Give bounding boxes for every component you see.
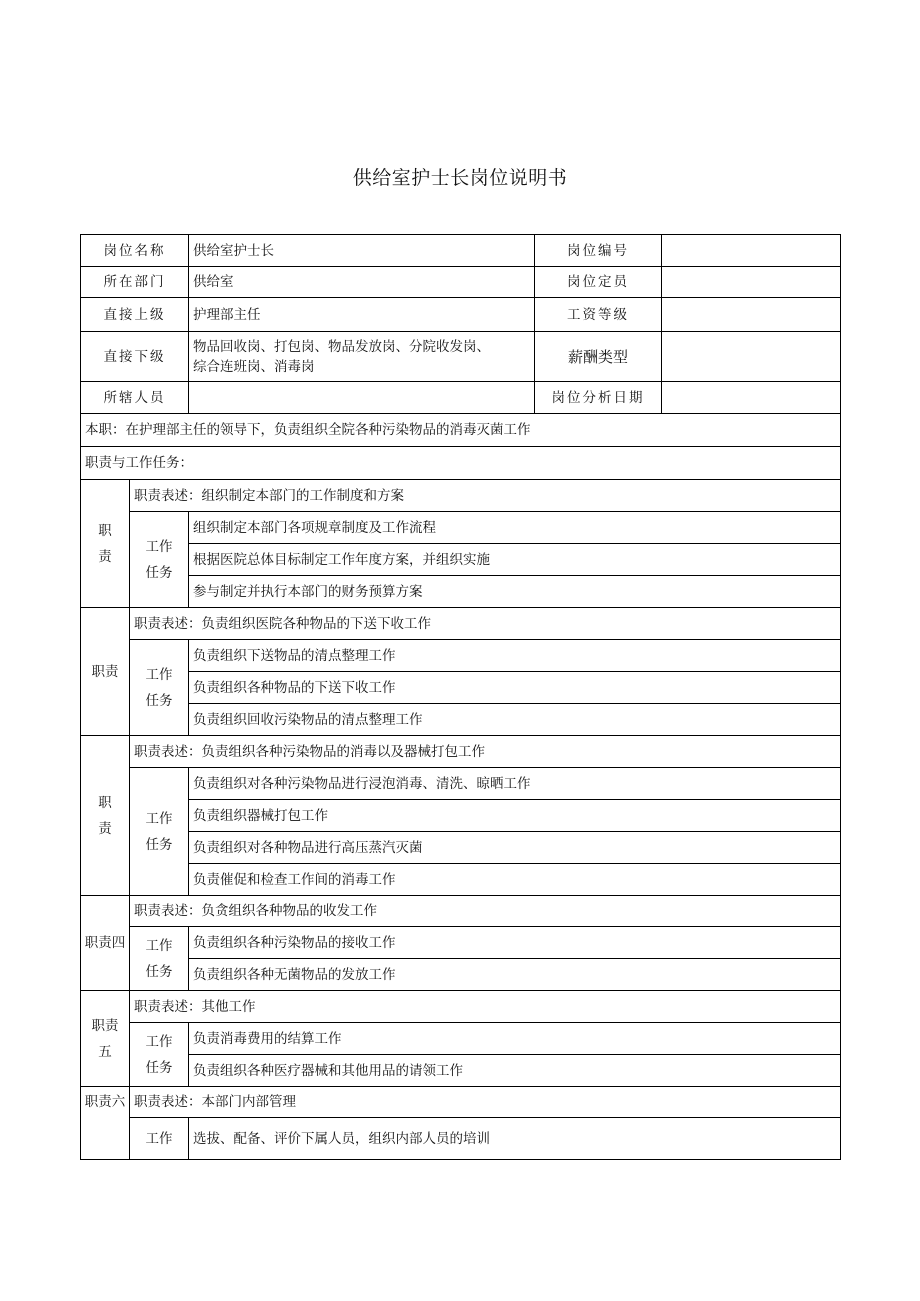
- duty-5-task-row: [81, 1023, 841, 1055]
- duty-3-task-1: 负责组织对各种污染物品进行浸泡消毒、清洗、晾晒工作: [189, 768, 841, 800]
- duty-3-task-2: 负责组织器械打包工作: [189, 800, 841, 832]
- duty-2-statement: 职责表述：负责组织医院各种物品的下送下收工作: [130, 608, 841, 640]
- duty-1-task-2: 根据医院总体目标制定工作年度方案，并组织实施: [189, 544, 841, 576]
- duty-2-task-row: [81, 704, 841, 736]
- duty-6-statement-row: [81, 1087, 841, 1118]
- duty-3-task-row: [81, 832, 841, 864]
- duty-4-label: 职责四: [81, 896, 130, 991]
- duty-2-statement-row: [81, 608, 841, 640]
- duty-1-task-row: [81, 544, 841, 576]
- duty-1-task-row: [81, 576, 841, 608]
- duty-3-task-row: [81, 800, 841, 832]
- duty-5-task-label-line1: 工作: [145, 1033, 173, 1050]
- duty-1-label-line2: 责: [98, 548, 112, 565]
- duty-2-task-label-line1: 工作: [145, 666, 173, 683]
- duty-5-task-2: 负责组织各种医疗器械和其他用品的请领工作: [189, 1055, 841, 1087]
- page-title: 供给室护士长岗位说明书: [352, 167, 568, 189]
- value-headcount: [662, 267, 841, 298]
- duty-1-task-label-line1: 工作: [145, 538, 173, 555]
- value-superior: 护理部主任: [189, 298, 535, 332]
- duty-2-task-1: 负责组织下送物品的清点整理工作: [189, 640, 841, 672]
- duty-5-statement: 职责表述：其他工作: [130, 991, 841, 1023]
- duty-5-task-label-line2: 任务: [145, 1059, 173, 1076]
- label-superior: 直接上级: [81, 298, 189, 332]
- duty-3-task-label-line2: 任务: [145, 836, 173, 853]
- value-pay-type: [662, 332, 841, 382]
- duty-1-label: [81, 480, 130, 608]
- duty-1-task-3: 参与制定并执行本部门的财务预算方案: [189, 576, 841, 608]
- info-row-department: [81, 267, 841, 298]
- duty-1-statement-row: [81, 480, 841, 512]
- duty-5-label-line2: 五: [98, 1043, 112, 1060]
- label-position-code: 岗位编号: [535, 235, 662, 267]
- value-position-code: [662, 235, 841, 267]
- label-subordinates: 直接下级: [81, 332, 189, 382]
- duty-5-label: [81, 991, 130, 1087]
- value-staff: [189, 382, 535, 414]
- duty-5-task-1: 负责消毒费用的结算工作: [189, 1023, 841, 1055]
- label-position-name: 岗位名称: [81, 235, 189, 267]
- duty-4-statement-row: [81, 896, 841, 927]
- value-position-name: 供给室护士长: [189, 235, 535, 267]
- duty-1-statement: 职责表述：组织制定本部门的工作制度和方案: [130, 480, 841, 512]
- duty-5-statement-row: [81, 991, 841, 1023]
- duty-4-task-label-line2: 任务: [145, 963, 173, 980]
- value-subordinates-line2: 综合连班岗、消毒岗: [193, 358, 315, 375]
- mission-row: [81, 414, 841, 447]
- duty-2-task-row: [81, 640, 841, 672]
- duty-1-task-row: [81, 512, 841, 544]
- duty-1-task-label-line2: 任务: [145, 564, 173, 581]
- duty-4-task-label-line1: 工作: [145, 937, 173, 954]
- duty-1-label-line1: 职: [98, 522, 112, 539]
- duties-header-row: [81, 447, 841, 480]
- duty-6-label: 职责六: [81, 1087, 130, 1160]
- duty-6-statement: 职责表述：本部门内部管理: [130, 1087, 841, 1118]
- duty-3-label-line1: 职: [98, 794, 112, 811]
- info-row-subordinates: [81, 332, 841, 382]
- duty-3-statement: 职责表述：负责组织各种污染物品的消毒以及器械打包工作: [130, 736, 841, 768]
- duty-3-task-row: [81, 864, 841, 896]
- duty-3-task-label-line1: 工作: [145, 810, 173, 827]
- label-staff: 所辖人员: [81, 382, 189, 414]
- duty-3-task-3: 负责组织对各种物品进行高压蒸汽灭菌: [189, 832, 841, 864]
- value-analysis-date: [662, 382, 841, 414]
- label-pay-type: 薪酬类型: [535, 332, 662, 382]
- label-department: 所在部门: [81, 267, 189, 298]
- info-row-staff: [81, 382, 841, 414]
- value-subordinates: [189, 332, 535, 382]
- job-description-table: [80, 234, 841, 1160]
- duty-2-task-label: [130, 640, 189, 736]
- duty-5-label-line1: 职责: [91, 1017, 119, 1034]
- duty-4-statement: 职责表述：负贪组织各种物品的收发工作: [130, 896, 841, 927]
- duty-5-task-row: [81, 1055, 841, 1087]
- value-department: 供给室: [189, 267, 535, 298]
- duty-3-task-label: [130, 768, 189, 896]
- info-row-position-name: [81, 235, 841, 267]
- duty-2-task-3: 负责组织回收污染物品的清点整理工作: [189, 704, 841, 736]
- duty-2-task-2: 负责组织各种物品的下送下收工作: [189, 672, 841, 704]
- label-analysis-date: 岗位分析日期: [535, 382, 662, 414]
- value-subordinates-line1: 物品回收岗、打包岗、物品发放岗、分院收发岗、: [193, 338, 490, 355]
- duty-4-task-2: 负责组织各种无菌物品的发放工作: [189, 959, 841, 991]
- duty-4-task-label: [130, 927, 189, 991]
- duty-2-label: 职责: [81, 608, 130, 736]
- duty-1-task-label: [130, 512, 189, 608]
- duty-3-task-4: 负责催促和检查工作间的消毒工作: [189, 864, 841, 896]
- duty-4-task-1: 负责组织各种污染物品的接收工作: [189, 927, 841, 959]
- duty-6-task-row: [81, 1118, 841, 1160]
- duty-4-task-row: [81, 927, 841, 959]
- label-salary-grade: 工资等级: [535, 298, 662, 332]
- duty-2-task-row: [81, 672, 841, 704]
- duty-3-task-row: [81, 768, 841, 800]
- mission-text: 本职：在护理部主任的领导下，负责组织全院各种污染物品的消毒灭菌工作: [81, 414, 841, 447]
- info-row-superior: [81, 298, 841, 332]
- value-salary-grade: [662, 298, 841, 332]
- duty-4-task-row: [81, 959, 841, 991]
- duty-2-task-label-line2: 任务: [145, 692, 173, 709]
- duties-header: 职责与工作任务：: [81, 447, 841, 480]
- label-headcount: 岗位定员: [535, 267, 662, 298]
- duty-5-task-label: [130, 1023, 189, 1087]
- duty-3-statement-row: [81, 736, 841, 768]
- duty-3-label: [81, 736, 130, 896]
- duty-6-task-label: 工作: [130, 1118, 189, 1160]
- duty-3-label-line2: 责: [98, 820, 112, 837]
- duty-1-task-1: 组织制定本部门各项规章制度及工作流程: [189, 512, 841, 544]
- duty-6-task-1: 选拔、配备、评价下属人员，组织内部人员的培训: [189, 1118, 841, 1160]
